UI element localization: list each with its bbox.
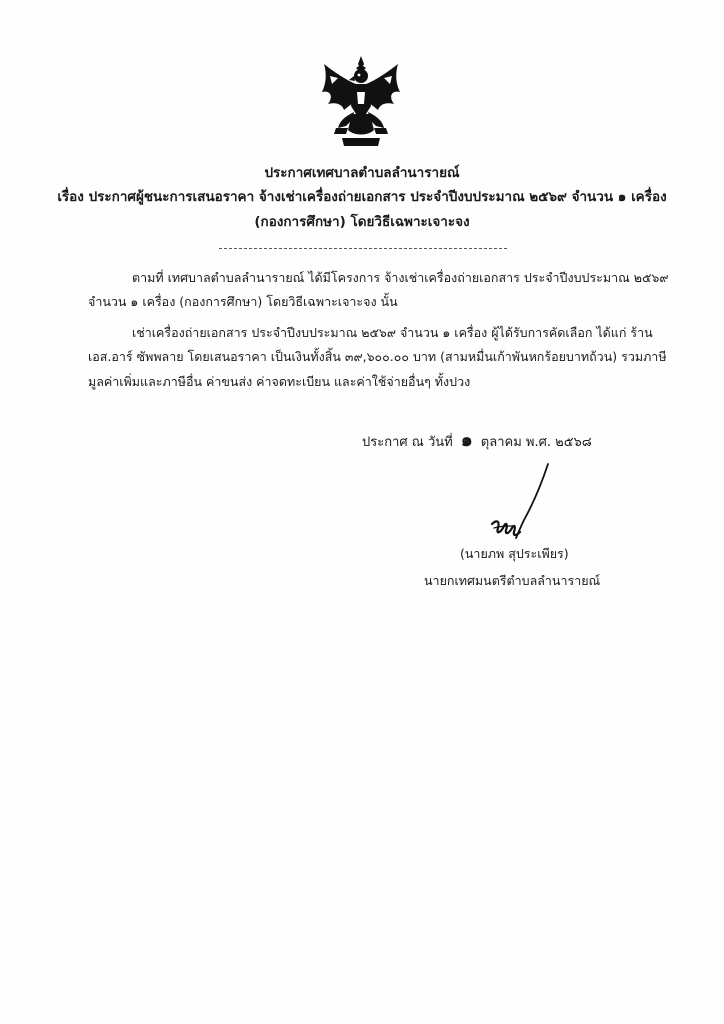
dashed-divider (219, 248, 507, 249)
document-title: ประกาศเทศบาลตำบลลำนารายณ์ (264, 165, 460, 181)
date-month-year: ตุลาคม พ.ศ. ๒๕๖๘ (480, 435, 592, 450)
signer-position: นายกเทศมนตรีตำบลลำนารายณ์ (424, 573, 601, 588)
handwritten-signature (486, 462, 556, 542)
announcement-date (362, 430, 592, 453)
body-paragraph-2-line-1: เช่าเครื่องถ่ายเอกสาร ประจำปีงบประมาณ ๒๕๖๙ จำนวน ๑ เครื่อง ผู้ได้รับการคัดเลือก ได้แก่ ร้าน (132, 325, 653, 340)
body-paragraph-2-line-2: เอส.อาร์ ซัพพลาย โดยเสนอราคา เป็นเงินทั้งสิ้น ๓๙,๖๐๐.๐๐ บาท (สามหมื่นเก้าพันหกร้อยบาทถ้วน) รวมภาษี (88, 349, 667, 364)
signer-name: (นายภพ สุประเพียร) (460, 546, 569, 561)
document-subject-cont: (กองการศึกษา) โดยวิธีเฉพาะเจาะจง (254, 214, 470, 230)
body-paragraph-2-line-3: มูลค่าเพิ่มและภาษีอื่น ค่าขนส่ง ค่าจดทะเบียน และค่าใช้จ่ายอื่นๆ ทั้งปวง (88, 374, 471, 389)
body-paragraph-1-line-2: จำนวน ๑ เครื่อง (กองการศึกษา) โดยวิธีเฉพาะเจาะจง นั้น (88, 294, 398, 309)
date-day: ๑ (460, 429, 473, 451)
document-subject: เรื่อง ประกาศผู้ชนะการเสนอราคา จ้างเช่าเครื่องถ่ายเอกสาร ประจำปีงบประมาณ ๒๕๖๙ จำนวน ๑ เครื่อง (57, 189, 667, 205)
date-prefix: ประกาศ ณ วันที่ (362, 435, 453, 450)
body-paragraph-1-line-1: ตามที่ เทศบาลตำบลลำนารายณ์ ได้มีโครงการ จ้างเช่าเครื่องถ่ายเอกสาร ประจำปีงบประมาณ ๒๕๖๙ (132, 270, 669, 285)
garuda-emblem-icon (318, 54, 404, 148)
